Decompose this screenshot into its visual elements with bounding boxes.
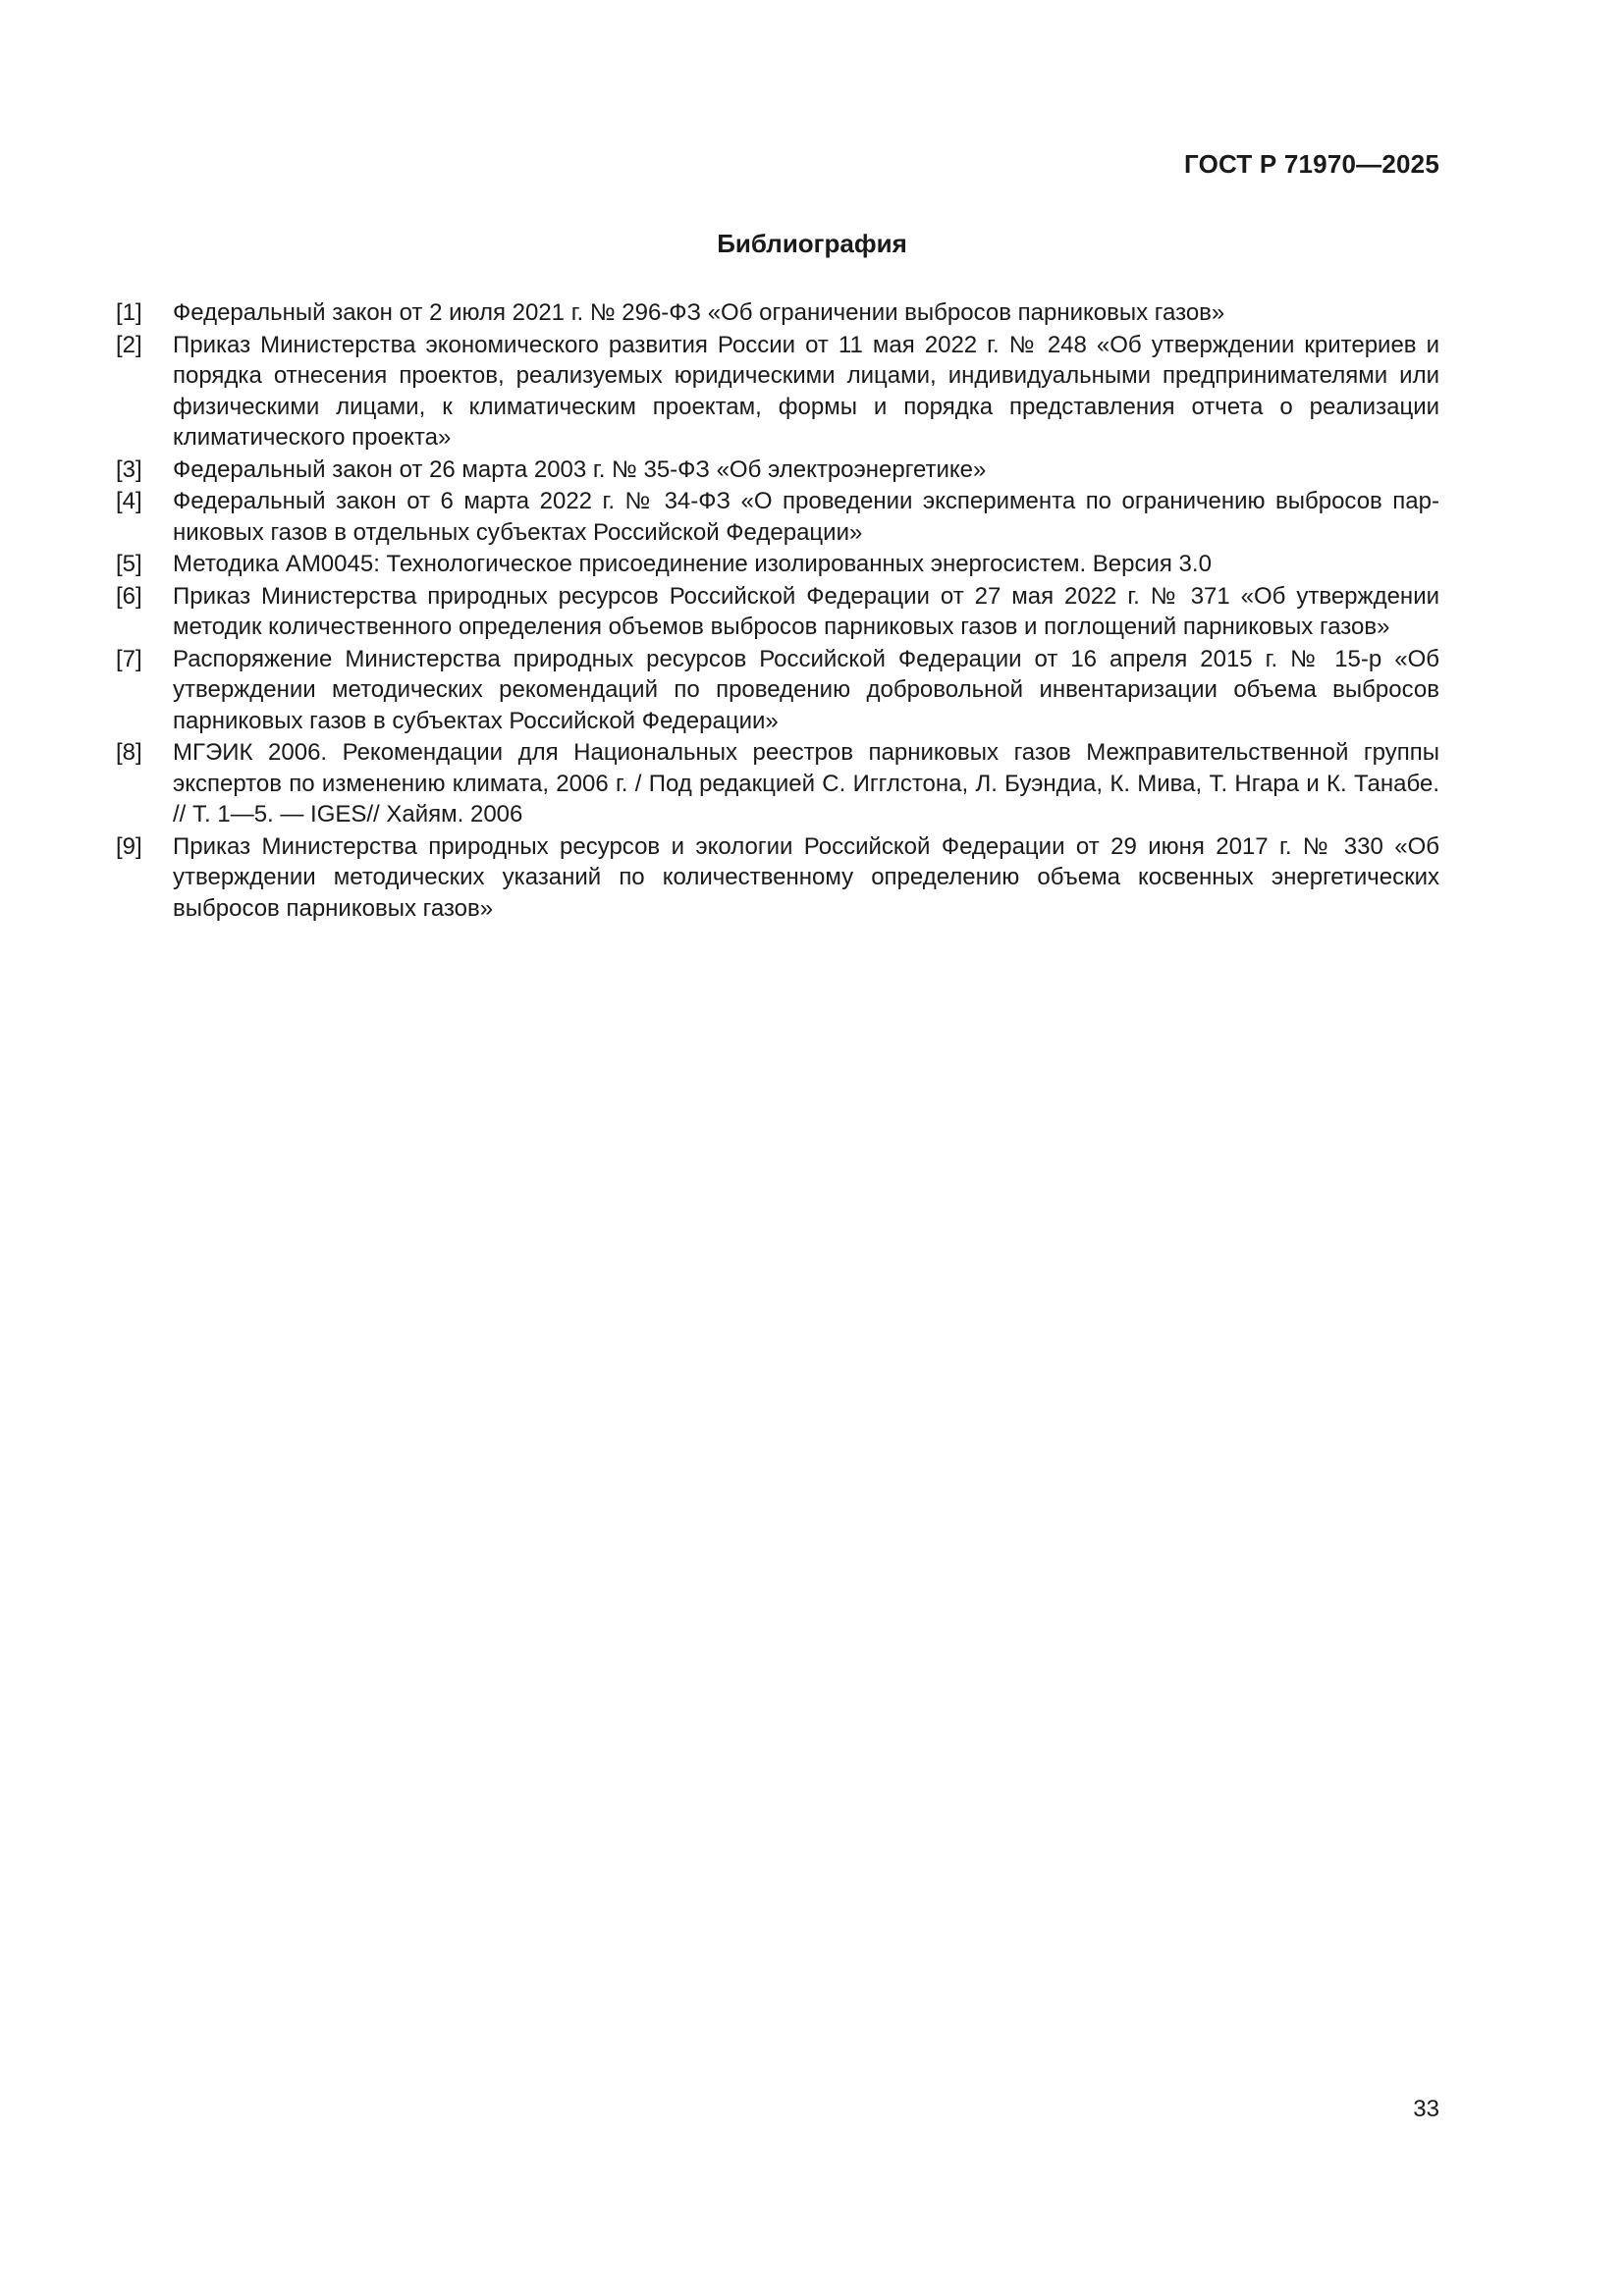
entry-text: Приказ Министерства природных ресурсов и экологии Российской Федерации от 29 июня 2017 г. № 330 «Об утверждении методических указаний по количественному определению объема косвенных энергетических выбросов парниковых газов» — [173, 832, 1439, 922]
entry-number: [9] — [116, 832, 142, 860]
bibliography-entry — [116, 549, 1439, 580]
entry-text: Методика AM0045: Технологическое присоединение изолированных энергосистем. Версия 3.0 — [173, 551, 1212, 577]
entry-number: [7] — [116, 645, 142, 672]
entry-number: [8] — [116, 739, 142, 766]
entry-text: Приказ Министерства экономического развития России от 11 мая 2022 г. № 248 «Об утверждении критериев и порядка отнесения проектов, реализуемых юридическими лицами, индивидуальными предпринимателями или физическими лицами, к климатическим проектам, формы и порядка представления отчета о реализации климатического проекта» — [173, 331, 1439, 451]
entry-number: [3] — [116, 455, 142, 483]
bibliography-entry — [116, 831, 1439, 925]
entry-number: [1] — [116, 299, 142, 326]
bibliography-entry — [116, 644, 1439, 737]
entry-text: МГЭИК 2006. Рекомендации для Национальных реестров парниковых газов Межправительственной группы экспертов по изменению климата, 2006 г. / Под редакцией С. Игглстона, Л. Буэндиа, К. Мива, Т. Нгара и К. Танабе. // Т. 1—5. — IGES// Хайям. 2006 — [173, 739, 1439, 828]
page-number: 33 — [1413, 2096, 1439, 2122]
bibliography-list — [116, 297, 1439, 925]
bibliography-entry — [116, 737, 1439, 830]
section-title: Библиография — [717, 229, 907, 258]
standard-code: ГОСТ Р 71970—2025 — [1184, 149, 1439, 179]
entry-number: [5] — [116, 551, 142, 577]
entry-text: Распоряжение Министерства природных ресурсов Российской Федерации от 16 апреля 2015 г. № 15-р «Об утверждении методических рекомендаций по проведению добровольной инвентаризации объема выбросов парниковых газов в субъектах Российской Федерации» — [173, 645, 1439, 734]
entry-number: [6] — [116, 582, 142, 610]
entry-number: [2] — [116, 331, 142, 358]
entry-number: [4] — [116, 488, 142, 514]
entry-text: Федеральный закон от 6 марта 2022 г. № 34-ФЗ «О проведении эксперимента по ограничению выбросов парниковых газов в отдельных субъектах Российской Федерации» — [173, 488, 1439, 546]
bibliography-entry — [116, 454, 1439, 486]
entry-text: Федеральный закон от 26 марта 2003 г. № 35-ФЗ «Об электроэнергетике» — [173, 455, 987, 483]
bibliography-entry — [116, 581, 1439, 643]
bibliography-entry — [116, 486, 1439, 548]
entry-text: Приказ Министерства природных ресурсов Российской Федерации от 27 мая 2022 г. № 371 «Об утверждении методик количественного определения объемов выбросов парниковых газов и поглощений парниковых газов» — [173, 582, 1439, 640]
bibliography-entry — [116, 330, 1439, 454]
bibliography-entry — [116, 297, 1439, 329]
entry-text: Федеральный закон от 2 июля 2021 г. № 296-ФЗ «Об ограничении выбросов парниковых газов» — [173, 299, 1225, 326]
